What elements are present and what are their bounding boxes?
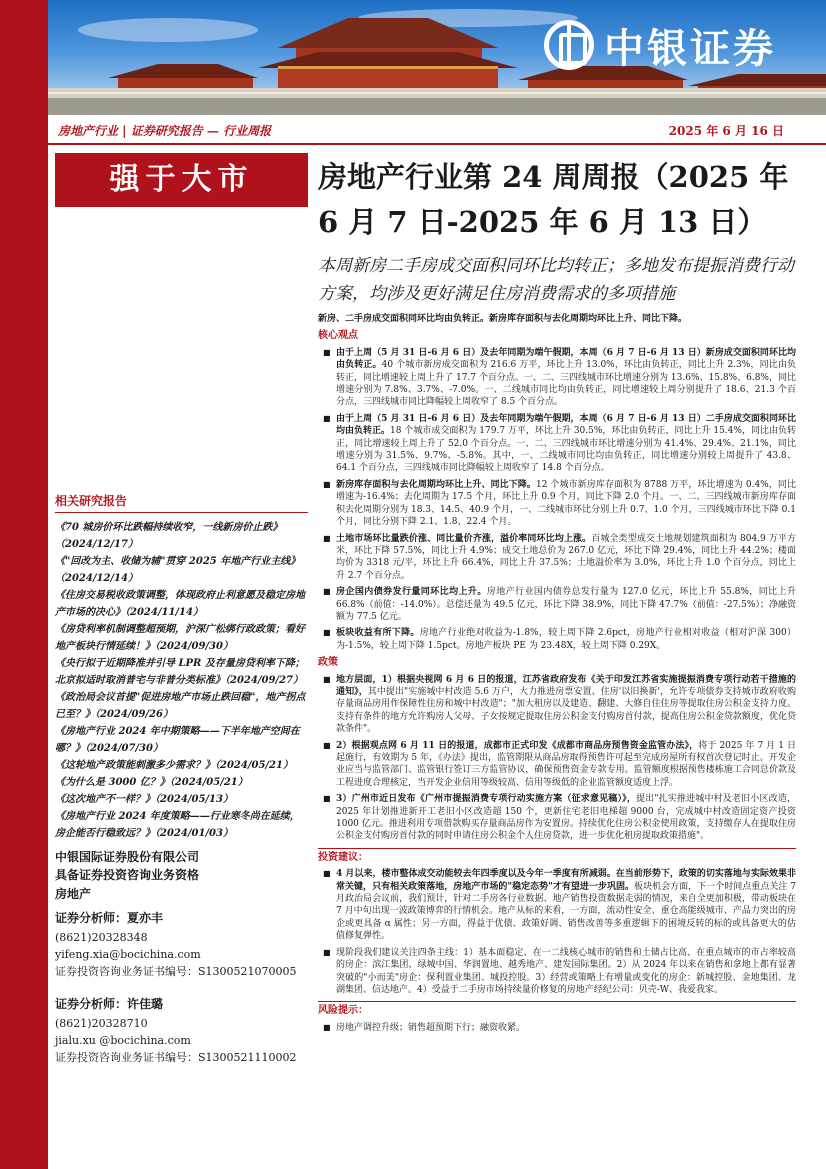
bullet-detail: 现阶段我们建议关注四条主线：1）基本面稳定、在一二线核心城市的销售和土储占比高、在重点城市的市占率较高的房企：滨江集团、绿城中国、华润置地、越秀地产、建发国际集团。2）从 2024 年以来在销售和拿地上都有显著突破的"小而美"房企：保利置业集团、城投控股。3）经营或策略上有增量或变化的房企：新城控股、金地集团、龙湖集团、信达地产。4）受益于二手房市场持续量价修复的房地产经纪公司：贝壳-W、我爱我家。 <box>336 947 796 995</box>
bullet-paragraph <box>318 586 796 623</box>
bullet-paragraph <box>318 413 796 475</box>
analyst-name: 证券分析师：许佳璐 <box>55 997 164 1011</box>
bullet-key-point: 新房库存面积与去化周期均环比上升、同比下降。 <box>336 479 537 490</box>
related-reports <box>55 492 308 842</box>
bullet-key-point: 房企国内债券发行量同环比均上升。 <box>336 587 487 598</box>
bullet-paragraph <box>318 947 796 997</box>
brand-logo <box>544 14 814 76</box>
bullet-paragraph <box>318 1022 796 1034</box>
brand-name: 中银证券 <box>604 25 776 72</box>
bullet-detail: 12 个城市新房库存面积为 8788 万平，环比增速为 0.4%，同比增速为-16.4%；去化周期为 17.5 个月，环比上升 0.9 个月，同比下降 2.0 个月。一、二、三四线城市新房库存面积去化周期分别为 18.3、14.5、40.9 个月，一、二线城市环比分别上升 0.7、1.0 个月，三四线城市环比下降 0.1 个月，同比分别下降 2.1、1.8、22.4 个月。 <box>336 479 796 528</box>
bullet-detail: 将于 2025 年 7 月 1 日起施行，有效期为 5 年，《办法》提出，监管期限从商品房取得预售许可起至完成房屋所有权首次登记时止。开发企业应当与监管部门、监管银行签订三方监管协议，确保预售资金专款专用。监管额度根据预售楼栋施工合同总价款及工程进度合理核定，当开发企业信用等级较高、信用等级低的企业监管额度适度上浮。 <box>336 740 796 788</box>
analyst-name: 证券分析师：夏亦丰 <box>55 911 164 925</box>
company-info <box>55 848 308 884</box>
related-report-item[interactable]: 《"回改为主、收储为辅"贯穿 2025 年地产行业主线》（2024/12/14） <box>55 556 301 584</box>
analyst-phone: (8621)20328348 <box>55 931 148 944</box>
bullet-key-point: 4 月以来，楼市整体成交动能较去年四季度以及今年一季度有所减弱。在当前形势下，政策的切实落地与实际效果非常关键，只有相关政策落地，房地产市场的"稳定态势"才有望进一步巩固。 <box>336 869 796 892</box>
related-report-item[interactable]: 《房地产行业 2024 年度策略——行业寒冬尚在延续，房企能否行稳致远？》（2024/01/03） <box>55 811 300 839</box>
bullet-detail: 百城全类型成交土地规划建筑面积为 804.9 万平方米，环比下降 57.5%，同比上升 4.9%；成交土地总价为 267.0 亿元，环比下降 29.4%，同比上升 44.2%；楼面均价为 3318 元/平，环比上升 66.4%，同比上升 37.5%；土地溢价率为 3.0%，环比上升 1.0 个百分点，同比上升 2.7 个百分点。 <box>336 533 796 581</box>
bullet-paragraph <box>318 347 796 409</box>
report-category: 房地产行业 | 证券研究报告 — 行业周报 <box>58 124 272 138</box>
core-views-heading: 核心观点 <box>318 330 358 342</box>
company-line: 具备证券投资咨询业务资格 <box>55 868 200 882</box>
bullet-paragraph <box>318 868 796 942</box>
bullet-detail: 房地产调控升级；销售超预期下行；融资收紧。 <box>336 1022 526 1033</box>
bullet-paragraph <box>318 627 796 652</box>
related-report-item[interactable]: 《这次地产不一样？》（2024/05/13） <box>55 794 233 805</box>
bullet-key-point: 由于上周（5 月 31 日-6 月 6 日）及去年同期为端午假期，本周（6 月 7 日-6 月 13 日）二手房成交面积同环比均由负转正。 <box>336 413 796 437</box>
report-title: 房地产行业第 24 周周报（2025 年 6 月 7 日-2025 年 6 月 13 日） <box>318 160 789 239</box>
investment-list <box>318 868 796 996</box>
related-report-item[interactable]: 《70 城房价环比跌幅持续收窄，一线新房价止跌》（2024/12/17） <box>55 522 283 550</box>
related-report-item[interactable]: 《房贷利率机制调整超预期，沪深广松绑行政政策；看好地产板块行情延续！》（2024/09/30） <box>55 624 305 652</box>
bullet-detail: 提出"扎实推进城中村及老旧小区改造，2025 年计划推进新开工老旧小区改造超 150 个，更新住宅老旧电梯超 9000 台，完成城中村改造固定资产投资 1000 亿元。推进利用专项借款购买存量商品房作为安置房。持续优化住房公积金使用政策，支持缴存人在提取住房公积金支付购房首付款的同时申请住房公积金个人住房贷款，进一步优化租房提取政策措施"。 <box>336 794 796 842</box>
bullet-key-point: 地方层面，1）根据央视网 6 月 6 日的报道，江苏省政府发布《关于印发江苏省实施提振消费专项行动若干措施的通知》， <box>336 674 796 697</box>
bullet-key-point: 由于上周（5 月 31 日-6 月 6 日）及去年同期为端午假期，本周（6 月 7 日-6 月 13 日）新房成交面积同环比均由负转正。 <box>336 347 796 371</box>
left-decor-strip <box>0 0 48 1169</box>
bullet-paragraph <box>318 740 796 790</box>
report-subtitle: 本周新房二手房成交面积同环比均转正；多地发布提振消费行动方案，均涉及更好满足住房消费需求的多项措施 <box>318 256 794 304</box>
bullet-key-point: 3）广州市近日发布《广州市提振消费专项行动实施方案（征求意见稿）》， <box>336 794 636 805</box>
analyst-email[interactable]: jialu.xu @bocichina.com <box>55 1034 191 1047</box>
analyst-cert: 证券投资咨询业务证书编号：S1300521110002 <box>55 1051 297 1064</box>
bank-of-china-logo-icon <box>544 20 594 70</box>
bullet-detail: 房地产行业国内债券总发行量为 127.0 亿元，环比上升 55.8%，同比上升 66.8%（前值：-14.0%）。总偿还量为 49.5 亿元，环比下降 38.9%，同比下降 47.7%（前值：-27.5%）；净融资额为 77.5 亿元。 <box>336 587 796 622</box>
related-report-item[interactable]: 《住房交易税收政策调整，体现政府止利意愿及稳定房地产市场的决心》（2024/11/14） <box>55 590 305 618</box>
analyst-card <box>55 910 308 980</box>
bullet-paragraph <box>318 479 796 529</box>
related-report-item[interactable]: 《政治局会议首提"促进房地产市场止跌回稳"，地产拐点已至？》（2024/09/26） <box>55 692 306 720</box>
bullet-key-point: 土地市场环比量跌价涨、同比量价齐涨，溢价率同环比均上涨。 <box>336 533 592 544</box>
rating-badge: 强于大市 <box>55 153 308 207</box>
sector-label: 房地产 <box>55 887 92 901</box>
related-report-item[interactable]: 《房地产行业 2024 年中期策略——下半年地产空间在哪？》（2024/07/30） <box>55 726 300 754</box>
main-content <box>318 313 796 1038</box>
bullet-key-point: 板块收益有所下降。 <box>336 628 420 639</box>
analyst-cert: 证券投资咨询业务证书编号：S1300521070005 <box>55 965 297 978</box>
related-reports-title: 相关研究报告 <box>55 492 308 513</box>
company-name <box>55 848 308 884</box>
analyst-phone: (8621)20328710 <box>55 1017 148 1030</box>
bullet-detail: 板块机会方面，下一个时间点重点关注 7 月政治局会议前，我们预计，针对二手房各行业数据、地产销售投资数据走弱的情况，来自全更加积极，带动板块在 7 月中旬出现一波政策博弈的行情机会。地产从标的来看，一方面，流动性安全、重仓高能级城市、产品力突出的房企或更具备 α 属性；另一方面，得益于优债、政策好调、销售改善等多重逻辑下的困境反转的标的或具备更大的估值修复弹性。 <box>336 881 796 942</box>
lead-summary: 新房、二手房成交面积同环比均由负转正。新房库存面积与去化周期均环比上升、同比下降。 <box>318 314 688 324</box>
related-report-item[interactable]: 《这轮地产政策能刺激多少需求？》（2024/05/21） <box>55 760 293 771</box>
bullet-paragraph <box>318 533 796 583</box>
related-report-item[interactable]: 《为什么是 3000 亿？》（2024/05/21） <box>55 777 248 788</box>
analyst-card <box>55 996 308 1066</box>
core-views-list <box>318 347 796 652</box>
risk-list <box>318 1022 796 1034</box>
bullet-paragraph <box>318 793 796 843</box>
risk-heading: 风险提示： <box>318 1001 796 1017</box>
report-date: 2025 年 6 月 16 日 <box>668 124 784 138</box>
related-report-item[interactable]: 《央行拟于近期降准并引导 LPR 及存量房贷利率下降；北京拟适时取消普宅与非普分类标准》（2024/09/27） <box>55 658 305 686</box>
report-header-line <box>48 115 826 145</box>
related-reports-list <box>55 519 308 842</box>
header-banner <box>48 0 826 115</box>
analyst-email[interactable]: yifeng.xia@bocichina.com <box>55 948 201 961</box>
bullet-detail: 40 个城市新房成交面积为 216.6 万平，环比上升 13.0%，环比由负转正，同比上升 2.3%，同比由负转正，同比增速较上周上升了 17.7 个百分点。一、二、三四线城市环比增速分别为 13.6%、15.8%、6.8%，同比增速分别为 7.8%、3.7%、-7.0%。一、二线城市同比均由负转正，同比增速较上周分别提升了 18.6、21.3 个百分点，三四线城市同比降幅较上周收窄了 8.5 个百分点。 <box>336 360 796 408</box>
bullet-detail: 房地产行业绝对收益为-1.8%，较上周下降 2.6pct，房地产行业相对收益（相对沪深 300）为-1.5%，较上周下降 1.5pct。房地产板块 PE 为 23.48X，较上周下降 0.29X。 <box>336 628 796 651</box>
company-line: 中银国际证券股份有限公司 <box>55 850 200 864</box>
bullet-paragraph <box>318 674 796 736</box>
bullet-key-point: 2）根据观点网 6 月 11 日的报道，成都市正式印发《成都市商品房预售资金监管办法》， <box>336 740 699 751</box>
bullet-detail: 18 个城市成交面积为 179.7 万平，环比上升 30.5%，环比由负转正，同比上升 15.4%，同比由负转正，同比增速较上周上升了 52.0 个百分点。一、二、三四线城市环比增速分别为 41.4%、29.4%、21.1%，同比增速分别为 31.5%、9.7%、-5.8%。其中，一、二线城市同比均由负转正，同比增速分别较上周提升了 43.8、64.1 个百分点，三四线城市同比降幅较上周收窄了 14.8 个百分点。 <box>336 426 796 474</box>
policy-list <box>318 674 796 843</box>
bullet-detail: 其中提出"实施城中村改造 5.6 万户，大力推进房票安置、住房'以旧换新'，允许专项债券支持城市政府收购存量商品房用作保障性住房和城中村改造"；"加大租房以及建造、翻建、大修自住住房等提取住房公积金支持力度。支持有条件的地方允许购房人父母、子女按规定提取住房公积金支付购房首付款，提高住房公积金贷款额度，优化贷款条件"。 <box>336 686 796 735</box>
policy-heading: 政策 <box>318 657 338 669</box>
investment-heading: 投资建议： <box>318 848 796 864</box>
